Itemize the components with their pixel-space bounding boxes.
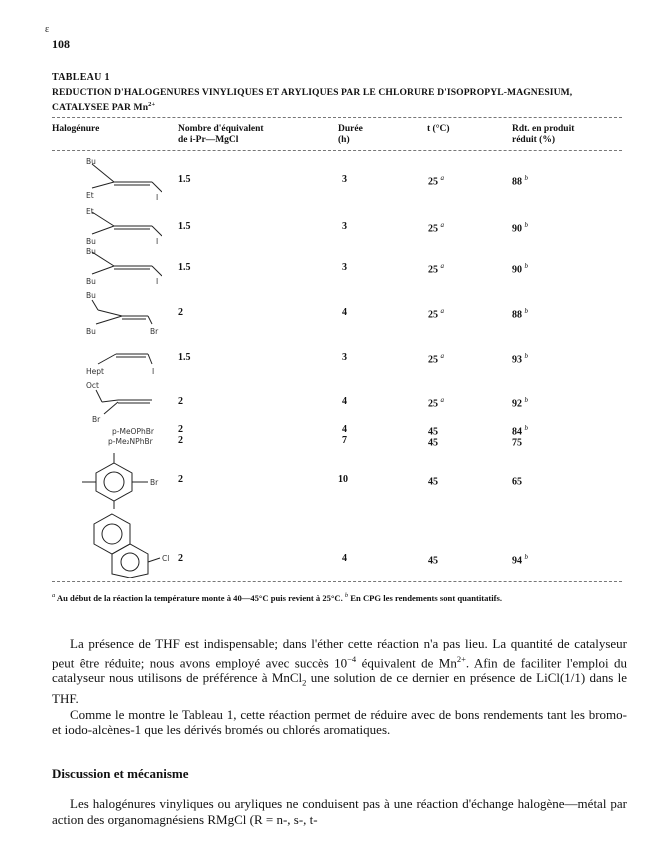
row5-rdt-note: b: [524, 352, 528, 360]
row6-rdt-note: b: [524, 396, 528, 404]
table-top-rule: [52, 117, 622, 118]
page-number: 108: [52, 37, 70, 51]
row4-equiv: 2: [178, 307, 183, 318]
row8-temp-value: 45: [428, 437, 438, 449]
structure-row5-label-1: Hept: [86, 367, 104, 376]
row4-temp: [428, 307, 444, 320]
row10-rdt: [512, 553, 528, 566]
row4-temp-value: 25: [428, 309, 438, 321]
header-duree: [338, 124, 363, 146]
row4-rdt-note: b: [524, 307, 528, 315]
row4-rdt: [512, 307, 528, 320]
row6-temp: [428, 396, 444, 409]
row6-rdt-value: 92: [512, 398, 522, 410]
row9-temp-value: 45: [428, 476, 438, 488]
row10-equiv: 2: [178, 553, 183, 564]
row1-equiv: 1.5: [178, 174, 191, 185]
row7-duree: 4: [342, 424, 347, 435]
table-label: TABLEAU 1: [52, 72, 110, 83]
header-halogenure: Halogénure: [52, 124, 100, 134]
row1-temp-note: a: [440, 174, 444, 182]
row4-duree: 4: [342, 307, 347, 318]
paragraph-2: Comme le montre le Tableau 1, cette réaction permet de réduire avec de bons rendements tant les bromo- et iodo-alcènes-1 que les dérivés bromés ou chlorés aromatiques.: [52, 706, 627, 738]
section-heading: Discussion et mécanisme: [52, 766, 189, 781]
header-rendement-line2: réduit (%): [512, 135, 556, 145]
row2-temp: [428, 221, 444, 234]
structure-row2-label-1: Et: [86, 207, 94, 216]
header-equivalents-line2: de i-Pr—MgCl: [178, 135, 239, 145]
table-bottom-rule: [52, 581, 622, 582]
row8-rdt-value: 75: [512, 437, 522, 449]
row3-temp: [428, 262, 444, 275]
row2-rdt: [512, 221, 528, 234]
row2-temp-value: 25: [428, 223, 438, 235]
row5-temp-value: 25: [428, 354, 438, 366]
row2-rdt-note: b: [524, 221, 528, 229]
structure-row2: [52, 206, 162, 246]
table-caption-charge: 2+: [148, 101, 156, 108]
p1-exponent: −4: [347, 653, 357, 664]
row8-duree: 7: [342, 435, 347, 446]
row7-equiv: 2: [178, 424, 183, 435]
row5-rdt-value: 93: [512, 354, 522, 366]
page-mark: ε: [45, 24, 50, 35]
header-rendement-line1: Rdt. en produit: [512, 124, 575, 134]
structure-row1: [52, 158, 162, 202]
row3-duree: 3: [342, 262, 347, 273]
structure-row1-label-2: Et: [86, 191, 94, 200]
p1-part-d: une solution de ce dernier en présence de LiCl(1/1) dans le THF.: [52, 670, 628, 707]
footnote-b-text: En CPG les rendements sont quantitatifs.: [348, 592, 502, 603]
row6-temp-value: 25: [428, 398, 438, 410]
row10-rdt-note: b: [524, 553, 528, 561]
structure-row1-label-3: I: [156, 193, 159, 202]
row3-rdt-note: b: [524, 262, 528, 270]
row1-rdt: [512, 174, 528, 187]
row2-rdt-value: 90: [512, 223, 522, 235]
structure-row2-label-3: I: [156, 237, 159, 246]
row5-temp: [428, 352, 444, 365]
row10-temp-value: 45: [428, 555, 438, 567]
row3-temp-value: 25: [428, 264, 438, 276]
structure-row10: [52, 512, 182, 578]
row6-equiv: 2: [178, 396, 183, 407]
row10-rdt-value: 94: [512, 555, 522, 567]
row6-duree: 4: [342, 396, 347, 407]
footnote-a-text: Au début de la réaction la température monte à 40—45°C puis revient à 25°C.: [55, 592, 345, 603]
structure-row6-label-1: Oct: [86, 381, 99, 390]
row6-rdt: [512, 396, 528, 409]
structure-row3-label-3: I: [156, 277, 159, 286]
structure-row5-label-2: I: [152, 367, 155, 376]
structure-row4: [52, 290, 162, 336]
body-paragraph-3: [52, 796, 627, 827]
row6-temp-note: a: [440, 396, 444, 404]
paragraph-3: Les halogénures vinyliques ou aryliques ne conduisent pas à une réaction d'échange halogène—métal par action des organomagnésiens RMgCl (R = n-, s-, t-: [52, 796, 627, 827]
p1-part-a: La présence de THF est indispensable; dans l'éther cette réaction n'a pas lieu. La quantité de catalyseur peut être réduite; nous avons employé avec succès 10: [52, 636, 627, 670]
structure-row6: [52, 380, 162, 426]
structure-row8-label: p-Me₂NPhBr: [108, 437, 153, 446]
row9-equiv: 2: [178, 474, 183, 485]
footnote-a-mark: a: [52, 592, 56, 599]
row5-equiv: 1.5: [178, 352, 191, 363]
table-header-rule: [52, 150, 622, 151]
header-duree-line2: (h): [338, 135, 350, 145]
row9-rdt-value: 65: [512, 476, 522, 488]
row5-duree: 3: [342, 352, 347, 363]
row10-temp: [428, 553, 438, 566]
row4-rdt-value: 88: [512, 309, 522, 321]
structure-row3-label-2: Bu: [86, 277, 96, 286]
structure-row4-label-3: Br: [150, 327, 159, 336]
body-paragraphs: [52, 636, 627, 738]
structure-row6-label-2: Br: [92, 415, 101, 424]
row4-temp-note: a: [440, 307, 444, 315]
table-caption-text: REDUCTION D'HALOGENURES VINYLIQUES ET ARYLIQUES PAR LE CHLORURE D'ISOPROPYL-MAGNESIUM, CATALYSEE PAR Mn: [52, 87, 573, 114]
row5-rdt: [512, 352, 528, 365]
paragraph-1: [52, 636, 627, 707]
row10-duree: 4: [342, 553, 347, 564]
structure-row4-label-2: Bu: [86, 327, 96, 336]
row9-temp: [428, 474, 438, 487]
structure-row1-label-1: Bu: [86, 158, 96, 166]
structure-row9-label: Br: [150, 478, 159, 487]
row9-duree: 10: [338, 474, 348, 485]
row9-rdt: [512, 474, 522, 487]
row1-temp: [428, 174, 444, 187]
header-temperature: t (°C): [427, 124, 450, 134]
row3-temp-note: a: [440, 262, 444, 270]
row8-equiv: 2: [178, 435, 183, 446]
row1-temp-value: 25: [428, 176, 438, 188]
structure-row10-label: Cl: [162, 554, 170, 563]
header-equivalents: [178, 124, 264, 146]
table-footnote: [52, 590, 622, 604]
row2-equiv: 1.5: [178, 221, 191, 232]
header-duree-line1: Durée: [338, 124, 363, 134]
row1-rdt-value: 88: [512, 176, 522, 188]
structure-row4-label-1: Bu: [86, 291, 96, 300]
row7-temp-value: 45: [428, 426, 438, 438]
structure-row7-label: p-MeOPhBr: [112, 427, 154, 436]
row5-temp-note: a: [440, 352, 444, 360]
row3-rdt: [512, 262, 528, 275]
p1-subscript: 2: [302, 677, 307, 688]
p1-part-b: équivalent de Mn: [356, 654, 457, 670]
p1-part-c: . Afin de faciliter l'emploi du catalyseur nous utilisons de préférence à MnCl: [52, 654, 627, 686]
header-rendement: [512, 124, 574, 146]
footnote-b-mark: b: [344, 592, 349, 599]
structure-row3: [52, 246, 162, 286]
row3-rdt-value: 90: [512, 264, 522, 276]
row3-equiv: 1.5: [178, 262, 191, 273]
row2-temp-note: a: [440, 221, 444, 229]
row8-rdt: [512, 435, 522, 448]
row1-duree: 3: [342, 174, 347, 185]
structure-row9: [52, 453, 182, 509]
structure-row5: [52, 344, 162, 380]
table-caption: [52, 87, 622, 114]
row7-rdt-note: b: [524, 424, 528, 432]
structure-row3-label-1: Bu: [86, 247, 96, 256]
row1-rdt-note: b: [524, 174, 528, 182]
row7-rdt-value: 84: [512, 426, 522, 438]
p1-charge: 2+: [456, 653, 466, 664]
structure-row2-label-2: Bu: [86, 237, 96, 246]
row8-temp: [428, 435, 438, 448]
row2-duree: 3: [342, 221, 347, 232]
header-equivalents-line1: Nombre d'équivalent: [178, 124, 264, 134]
